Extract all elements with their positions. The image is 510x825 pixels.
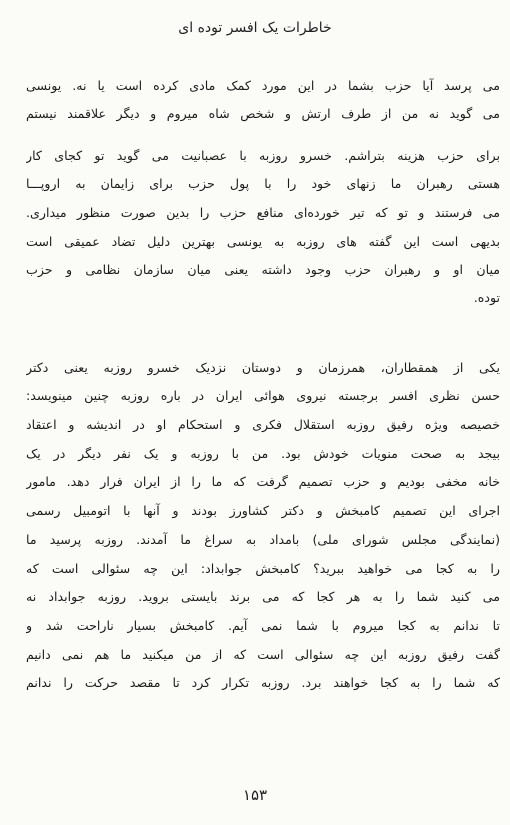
text-line: یکی از همقطاران، همرزمان و دوستان نزدیک خسرو روزبه یعنی دکتر <box>26 360 500 375</box>
text-line: می فرستند و تو که تیر خورده‌ای منافع حزب را بدین صورت منظور میداری. <box>26 205 500 220</box>
text-line: بدیهی است این گفته های روزبه به یونسی بهترین دلیل تضاد عمیقی است <box>26 234 500 249</box>
page-number: ۱۵۳ <box>242 786 268 804</box>
text-line: اجرای این تصمیم کامبخش و دکتر کشاورز بودند و آنها با اتومبیل رسمی <box>26 503 500 518</box>
text-line: خانه مخفی بودیم و حزب تصمیم گرفت که ما را از ایران فرار دهد. مامور <box>26 474 500 489</box>
text-line: می پرسد آیا حزب بشما در این مورد کمک مادی کرده است یا نه. یونسی <box>26 78 500 93</box>
text-line: تا ندانم به کجا میروم با شما نمی آیم. کامبخش بسیار ناراحت شد و <box>26 618 500 633</box>
text-line: بیجد به صحت منویات خودش بود. من با روزبه و یک نفر دیگر در یک <box>26 446 500 461</box>
text-line: گفت رفیق روزبه این چه سئوالی است که از من میکنید ما هم نمی دانیم <box>26 647 500 662</box>
text-line: که شما را به کجا خواهند برد. روزبه تکرار کرد تا مقصد حرکت را ندانم <box>26 675 500 690</box>
text-line: حسن نظری افسر برجسته نیروی هوائی ایران در باره روزبه چنین مینویسد: <box>26 388 500 403</box>
page-header-title: خاطرات یک افسر توده ای <box>178 20 332 36</box>
text-line: برای حزب هزینه بتراشم. خسرو روزبه با عصبانیت می گوید تو کجای کار <box>26 148 500 163</box>
text-line: توده. <box>473 290 500 305</box>
text-line: (نمایندگی مجلس شورای ملی) بامداد به سراغ ما آمدند. روزبه پرسید ما <box>26 532 500 547</box>
text-line: میان او و رهبران حزب وجود داشته یعنی میان سازمان نظامی و حزب <box>26 262 500 277</box>
text-line: خصیصه ویژه رفیق روزبه استقلال فکری و استحکام او در اندیشه و اعتقاد <box>26 417 500 432</box>
text-line: می کنید شما را به هر کجا که می برند بایستی بروید. روزبه جوابداد نه <box>26 589 500 604</box>
text-line: هستی رهبران ما زنهای خود را با پول حزب برای زایمان به اروپـــا <box>26 176 500 191</box>
text-line: را به کجا می خواهید ببرید؟ کامبخش جوابداد: این چه سئوالی است که <box>26 561 500 576</box>
text-line: می گوید نه من از طرف ارتش و شخص شاه میروم و دیگر علاقمند نیستم <box>26 106 500 121</box>
